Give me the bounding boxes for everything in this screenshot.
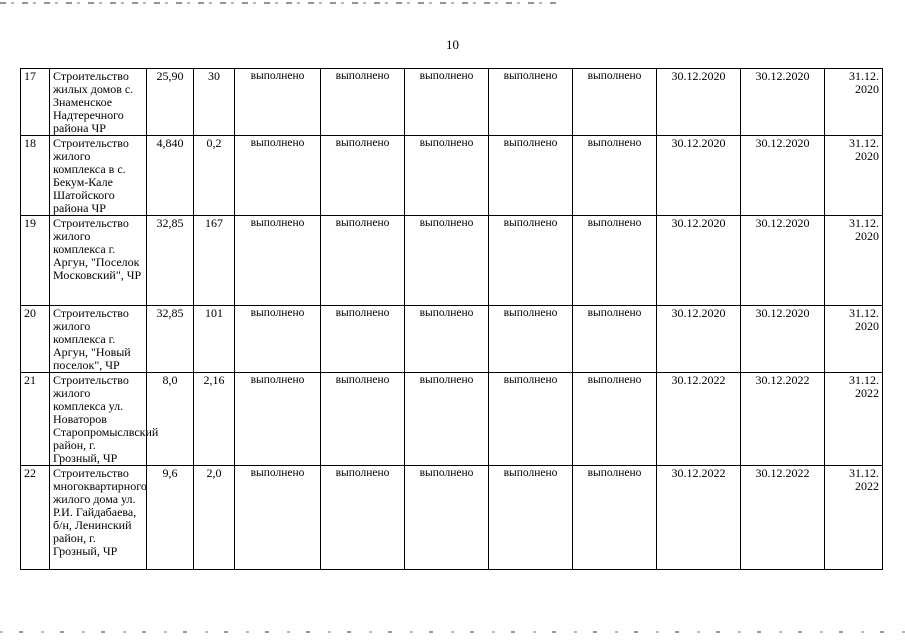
table-row — [21, 466, 883, 570]
status-cell: выполнено — [405, 306, 489, 373]
row-number: 21 — [21, 373, 50, 466]
count-value: 2,16 — [194, 373, 235, 466]
status-cell: выполнено — [405, 216, 489, 306]
date-cell: 30.12.2020 — [657, 136, 741, 216]
count-value: 167 — [194, 216, 235, 306]
date-cell: 30.12.2020 — [741, 136, 825, 216]
status-cell: выполнено — [321, 216, 405, 306]
status-cell: выполнено — [321, 136, 405, 216]
table-row — [21, 69, 883, 136]
row-number: 22 — [21, 466, 50, 570]
status-cell: выполнено — [405, 373, 489, 466]
end-date-cell: 31.12. 2020 — [825, 136, 883, 216]
scan-artifact-top — [0, 2, 560, 4]
row-number: 20 — [21, 306, 50, 373]
status-cell: выполнено — [405, 466, 489, 570]
status-cell: выполнено — [573, 306, 657, 373]
date-cell: 30.12.2022 — [741, 466, 825, 570]
area-value: 32,85 — [147, 216, 194, 306]
row-number: 19 — [21, 216, 50, 306]
date-cell: 30.12.2020 — [657, 306, 741, 373]
date-cell: 30.12.2020 — [741, 69, 825, 136]
count-value: 101 — [194, 306, 235, 373]
status-cell: выполнено — [573, 373, 657, 466]
end-date-cell: 31.12. 2020 — [825, 216, 883, 306]
table-body — [21, 69, 883, 570]
status-cell: выполнено — [573, 216, 657, 306]
count-value: 30 — [194, 69, 235, 136]
status-cell: выполнено — [489, 136, 573, 216]
area-value: 25,90 — [147, 69, 194, 136]
date-cell: 30.12.2022 — [657, 466, 741, 570]
status-cell: выполнено — [235, 466, 321, 570]
status-cell: выполнено — [235, 216, 321, 306]
object-name: Строительство жилого комплекса ул. Новаторов Старопромыслвский район, г. Грозный, ЧР — [50, 373, 147, 466]
row-number: 17 — [21, 69, 50, 136]
end-date-cell: 31.12. 2020 — [825, 69, 883, 136]
date-cell: 30.12.2020 — [741, 306, 825, 373]
object-name: Строительство многоквартирного жилого дома ул. Р.И. Гайдабаева, б/н, Ленинский район, г. Грозный, ЧР — [50, 466, 147, 570]
status-cell: выполнено — [235, 306, 321, 373]
status-cell: выполнено — [321, 373, 405, 466]
table-row — [21, 216, 883, 306]
area-value: 9,6 — [147, 466, 194, 570]
object-name: Строительство жилых домов с. Знаменское Надтеречного района ЧР — [50, 69, 147, 136]
status-cell: выполнено — [489, 69, 573, 136]
page-number: 10 — [446, 37, 459, 52]
status-cell: выполнено — [573, 69, 657, 136]
object-name: Строительство жилого комплекса г. Аргун, "Новый поселок", ЧР — [50, 306, 147, 373]
row-number: 18 — [21, 136, 50, 216]
object-name: Строительство жилого комплекса г. Аргун, "Поселок Московский", ЧР — [50, 216, 147, 306]
status-cell: выполнено — [405, 136, 489, 216]
status-cell: выполнено — [489, 216, 573, 306]
table-row — [21, 373, 883, 466]
date-cell: 30.12.2020 — [741, 216, 825, 306]
status-cell: выполнено — [235, 136, 321, 216]
status-cell: выполнено — [321, 69, 405, 136]
status-cell: выполнено — [489, 306, 573, 373]
count-value: 0,2 — [194, 136, 235, 216]
object-name: Строительство жилого комплекса в с. Бекум-Кале Шатойского района ЧР — [50, 136, 147, 216]
count-value: 2,0 — [194, 466, 235, 570]
area-value: 4,840 — [147, 136, 194, 216]
end-date-cell: 31.12. 2020 — [825, 306, 883, 373]
table-row — [21, 136, 883, 216]
end-date-cell: 31.12. 2022 — [825, 466, 883, 570]
area-value: 32,85 — [147, 306, 194, 373]
status-cell: выполнено — [235, 69, 321, 136]
scan-artifact-bottom — [0, 631, 905, 633]
table-row — [21, 306, 883, 373]
date-cell: 30.12.2022 — [741, 373, 825, 466]
status-cell: выполнено — [321, 306, 405, 373]
status-cell: выполнено — [235, 373, 321, 466]
status-cell: выполнено — [405, 69, 489, 136]
status-cell: выполнено — [321, 466, 405, 570]
status-cell: выполнено — [573, 466, 657, 570]
construction-table — [20, 68, 883, 570]
area-value: 8,0 — [147, 373, 194, 466]
status-cell: выполнено — [489, 466, 573, 570]
date-cell: 30.12.2020 — [657, 216, 741, 306]
status-cell: выполнено — [573, 136, 657, 216]
date-cell: 30.12.2020 — [657, 69, 741, 136]
date-cell: 30.12.2022 — [657, 373, 741, 466]
status-cell: выполнено — [489, 373, 573, 466]
end-date-cell: 31.12. 2022 — [825, 373, 883, 466]
